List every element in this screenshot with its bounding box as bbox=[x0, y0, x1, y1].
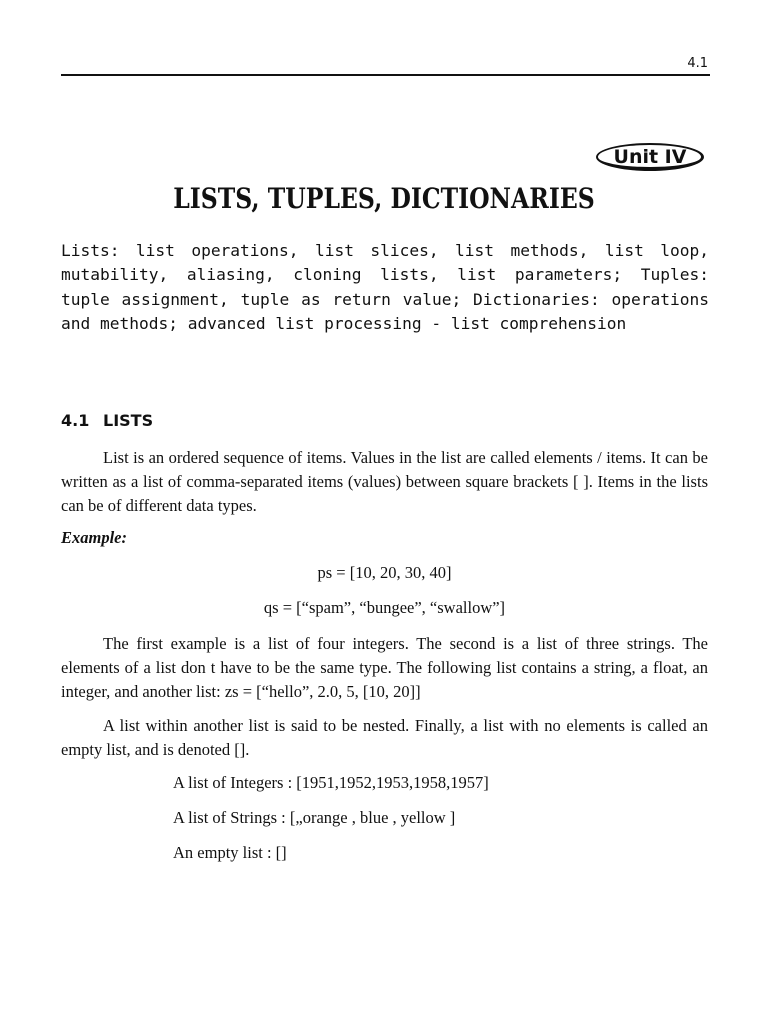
paragraph-nested-lists: A list within another list is said to be nested. Finally, a list with no elements is called an empty list, and is denoted []. bbox=[61, 716, 708, 759]
list-example-empty: An empty list : [] bbox=[173, 843, 287, 862]
list-example-integers: A list of Integers : [1951,1952,1953,1958,1957] bbox=[173, 773, 489, 792]
example-label: Example: bbox=[61, 528, 127, 547]
paragraph-list-definition: List is an ordered sequence of items. Values in the list are called elements / items. It can be written as a list of comma-separated items (values) between square brackets [ ]. Items in the lists can be of different data types. bbox=[61, 448, 708, 515]
page-number: 4.1 bbox=[687, 56, 708, 71]
unit-badge-label: Unit IV bbox=[613, 146, 687, 168]
example-line-qs: qs = [“spam”, “bungee”, “swallow”] bbox=[263, 598, 506, 617]
paragraph-example-explanation: The first example is a list of four integers. The second is a list of three strings. The elements of a list don t have to be the same type. The following list contains a string, a float, an integer, and another list: zs = [“hello”, 2.0, 5, [10, 20]] bbox=[61, 634, 708, 701]
section-heading bbox=[61, 411, 153, 430]
list-example-strings: A list of Strings : [„orange , blue , yellow ] bbox=[173, 808, 456, 827]
section-number: 4.1 bbox=[61, 411, 90, 430]
chapter-title: LISTS, TUPLES, DICTIONARIES bbox=[173, 182, 595, 215]
header-rule bbox=[61, 74, 710, 76]
syllabus-text: Lists: list operations, list slices, list methods, list loop, mutability, aliasing, cloning lists, list parameters; Tuples: tuple assignment, tuple as return value; Dictionaries: operations and methods; advanced list processing - list comprehension bbox=[61, 241, 709, 333]
example-line-ps: ps = [10, 20, 30, 40] bbox=[317, 563, 452, 582]
unit-badge bbox=[596, 143, 710, 177]
section-title: LISTS bbox=[103, 411, 154, 430]
